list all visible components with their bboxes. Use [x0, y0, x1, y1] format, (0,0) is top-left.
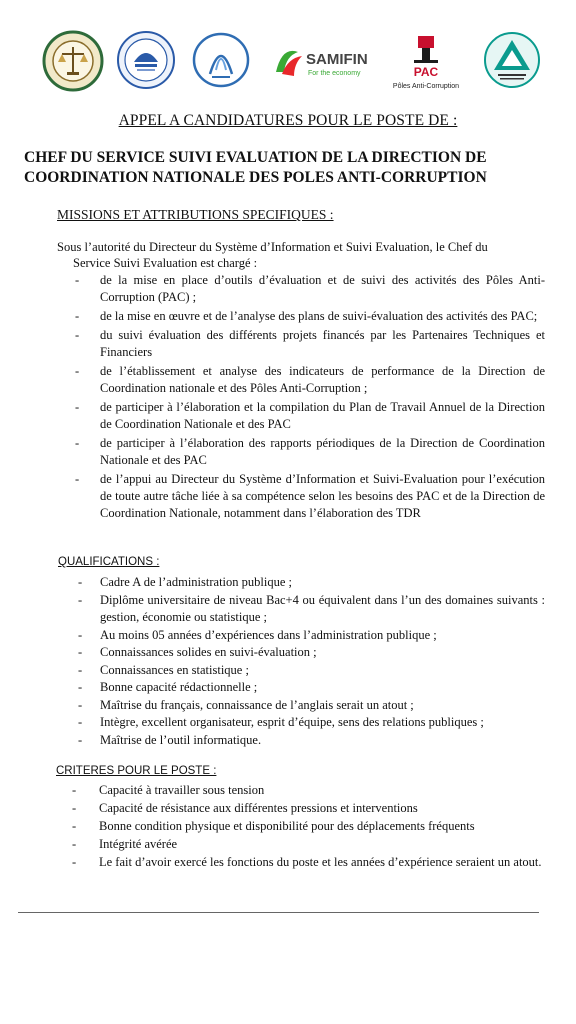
list-item: - Intégrité avérée — [72, 837, 178, 851]
missions-heading: MISSIONS ET ATTRIBUTIONS SPECIFIQUES : — [57, 207, 334, 222]
list-item: - Maîtrise du français, connaissance de l’anglais serait un atout ; — [78, 697, 414, 712]
criteres-heading: CRITERES POUR LE POSTE : — [56, 765, 217, 777]
list-item: - Intègre, excellent organisateur, esprit d’équipe, sens des relations publiques ; — [78, 715, 484, 729]
bottom-divider — [18, 912, 539, 913]
list-item: - de participer à l’élaboration et la compilation du Plan de Travail Annuel de la Direction de Coordination Nationale et des PAC — [75, 400, 545, 431]
intro-line-2: Service Suivi Evaluation est chargé : — [73, 255, 258, 270]
list-item: - de l’établissement et analyse des indicateurs de performance de la Direction de Coordination nationale et des Pôles Anti-Corruption ; — [75, 364, 545, 395]
intro-line-1: Sous l’autorité du Directeur du Système d’Information et Suivi Evaluation, le Chef du — [57, 240, 488, 254]
svg-text:PAC: PAC — [413, 65, 439, 79]
page-title: APPEL A CANDIDATURES POUR LE POSTE DE : — [118, 112, 458, 129]
pac-logo — [388, 32, 464, 92]
qualifications-heading: QUALIFICATIONS : — [58, 556, 160, 568]
svg-text:SAMIFIN: SAMIFIN — [306, 51, 368, 68]
list-item: - de participer à l’élaboration des rapports périodiques de la Direction de Coordination Nationale et des PAC — [75, 436, 545, 467]
list-item: - Cadre A de l’administration publique ; — [78, 575, 292, 589]
list-item: - Capacité de résistance aux différentes pressions et interventions — [72, 801, 418, 815]
svg-text:For the economy: For the economy — [308, 70, 361, 77]
logos-row — [40, 30, 548, 92]
list-item: - Connaissances solides en suivi-évaluation ; — [78, 645, 317, 659]
svg-text:Pôles Anti-Corruption: Pôles Anti-Corruption — [392, 83, 460, 90]
list-item: - Le fait d’avoir exercé les fonctions du poste et les années d’expérience seraient un atout. — [72, 855, 542, 869]
list-item: - Capacité à travailler sous tension — [72, 783, 265, 797]
criteres-list — [72, 781, 545, 871]
list-item: - Bonne capacité rédactionnelle ; — [78, 680, 258, 694]
institution-emblem-logo — [190, 30, 252, 90]
list-item: - de l’appui au Directeur du Système d’Information et Suivi-Evaluation pour l’exécution de toute autre tâche liée à sa compétence selon les besoins des PAC et de la Direction de Coordination Nationale, notamment dans l’élaboration des TDR — [75, 472, 545, 520]
post-title: CHEF DU SERVICE SUIVI EVALUATION DE LA DIRECTION DE COORDINATION NATIONALE DES POLES ANTI-CORRUPTION — [24, 149, 487, 186]
list-item: - Maîtrise de l’outil informatique. — [78, 732, 262, 747]
list-item: - Diplôme universitaire de niveau Bac+4 ou équivalent dans l’un des domaines suivants : gestion, économie ou statistique ; — [78, 592, 545, 624]
list-item: - de la mise en place d’outils d’évaluation et de suivi des activités des Pôles Anti-Corruption (PAC) ; — [75, 273, 545, 304]
samifin-logo — [272, 42, 372, 82]
missions-intro — [57, 240, 545, 271]
conseil-seal-logo — [116, 30, 176, 90]
qualifications-list — [78, 574, 545, 749]
ministry-seal-logo — [42, 30, 104, 92]
list-item: - Au moins 05 années d’expériences dans l’administration publique ; — [78, 627, 437, 642]
list-item: - de la mise en œuvre et de l’analyse des plans de suivi-évaluation des activités des PAC; — [75, 309, 538, 323]
list-item: - Connaissances en statistique ; — [78, 662, 249, 677]
agency-logo — [480, 30, 544, 92]
list-item: - Bonne condition physique et disponibilité pour des déplacements fréquents — [72, 819, 475, 833]
list-item: - du suivi évaluation des différents projets financés par les Partenaires Techniques et Financiers — [75, 328, 545, 359]
missions-list — [75, 272, 545, 524]
